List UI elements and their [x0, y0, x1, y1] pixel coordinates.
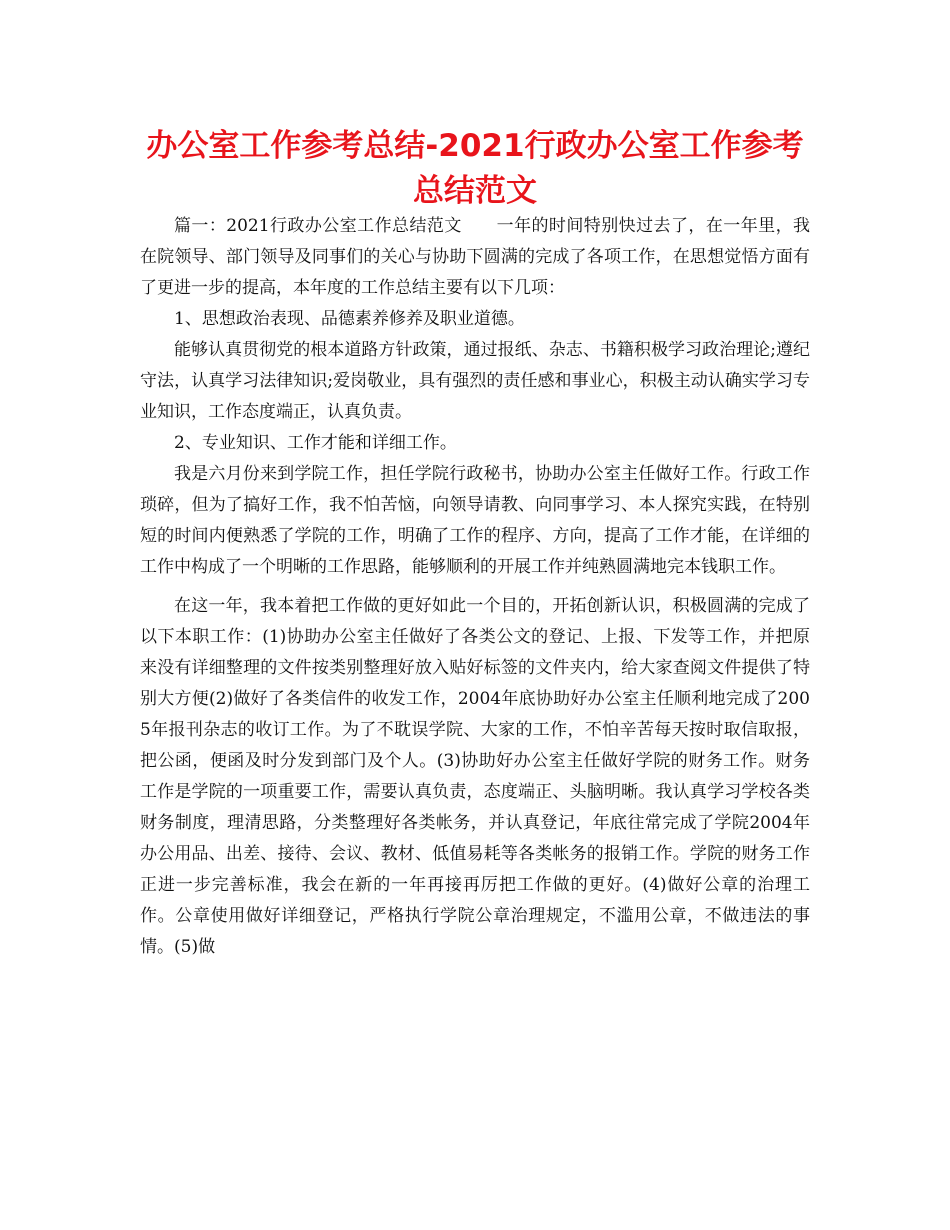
document-title-line-1: 办公室工作参考总结-2021行政办公室工作参考: [146, 128, 804, 164]
paragraph-work-ability: 我是六月份来到学院工作，担任学院行政秘书，协助办公室主任做好工作。行政工作琐碎，但为了搞好工作，我不怕苦恼，向领导请教、向同事学习、本人探究实践，在特别短的时间内便熟悉了学院的工作，明确了工作的程序、方向，提高了工作才能，在详细的工作中构成了一个明晰的工作思路，能够顺利的开展工作并纯熟圆满地完本钱职工作。: [140, 464, 810, 577]
paragraph-political: 能够认真贯彻党的根本道路方针政策，通过报纸、杂志、书籍积极学习政治理论;遵纪守法，认真学习法律知识;爱岗敬业，具有强烈的责任感和事业心，积极主动认确实学习专业知识，工作态度端正，认真负责。: [140, 340, 810, 422]
section-heading-2: 2、专业知识、工作才能和详细工作。: [174, 433, 457, 453]
section-heading-1: 1、思想政治表现、品德素养修养及职业道德。: [174, 309, 525, 329]
document-title-line-2: 总结范文: [413, 173, 537, 209]
paragraph-duties: 在这一年，我本着把工作做的更好如此一个目的，开拓创新认识，积极圆满的完成了以下本职工作：(1)协助办公室主任做好了各类公文的登记、上报、下发等工作，并把原来没有详细整理的文件按类别整理好放入贴好标签的文件夹内，给大家查阅文件提供了特别大方便(2)做好了各类信件的收发工作，2004年底协助好办公室主任顺利地完成了2005年报刊杂志的收订工作。为了不耽误学院、大家的工作，不怕辛苦每天按时取信取报，把公函，便函及时分发到部门及个人。(3)协助好办公室主任做好学院的财务工作。财务工作是学院的一项重要工作，需要认真负责，态度端正、头脑明晰。我认真学习学校各类财务制度，理清思路，分类整理好各类帐务，并认真登记，年底往常完成了学院2004年办公用品、出差、接待、会议、教材、低值易耗等各类帐务的报销工作。学院的财务工作正进一步完善标准，我会在新的一年再接再厉把工作做的更好。(4)做好公章的治理工作。公章使用做好详细登记，严格执行学院公章治理规定，不滥用公章，不做违法的事情。(5)做: [140, 596, 810, 957]
document-body: [140, 211, 810, 963]
paragraph-intro: 篇一：2021行政办公室工作总结范文 一年的时间特别快过去了，在一年里，我在院领导、部门领导及同事们的关心与协助下圆满的完成了各项工作，在思想觉悟方面有了更进一步的提高，本年度的工作总结主要有以下几项：: [140, 216, 810, 298]
